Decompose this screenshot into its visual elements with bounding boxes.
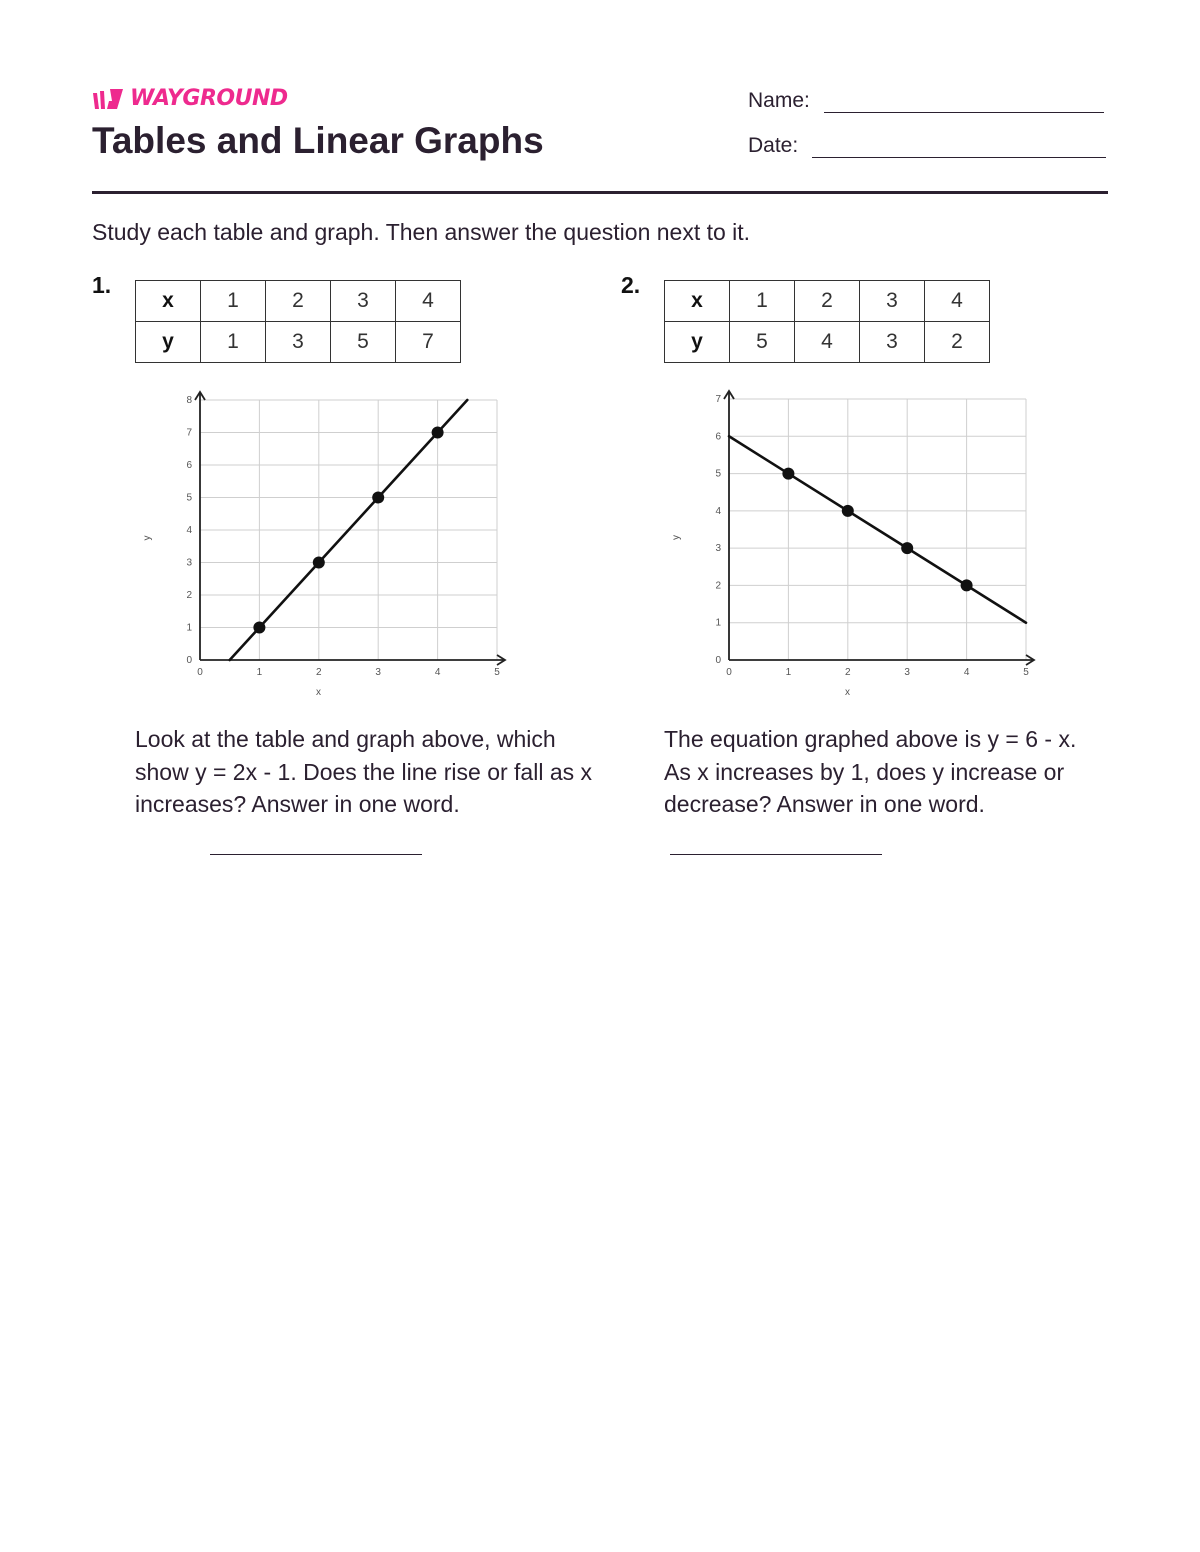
x-tick-label: 2 (316, 667, 322, 678)
y-tick-label: 7 (186, 427, 192, 439)
data-point (961, 579, 973, 591)
wayground-logo-icon (92, 87, 124, 111)
x-tick-label: 2 (845, 667, 851, 678)
date-label: Date: (748, 134, 799, 157)
value-table (135, 280, 461, 363)
worksheet-title: Tables and Linear Graphs (92, 120, 544, 161)
x-tick-label: 5 (1023, 667, 1029, 678)
y-tick-label: 4 (715, 505, 721, 517)
name-field (748, 89, 1104, 113)
table-cell: 1 (730, 281, 795, 322)
y-tick-label: 8 (186, 395, 192, 406)
x-tick-label: 3 (375, 667, 381, 678)
name-label: Name: (748, 89, 810, 112)
table-cell: 3 (331, 281, 396, 322)
table-cell: 1 (201, 281, 266, 322)
data-point (313, 557, 325, 569)
x-axis-label: x (316, 687, 321, 698)
table-row (136, 322, 461, 363)
y-tick-label: 0 (715, 655, 721, 666)
y-tick-label: 5 (186, 492, 192, 504)
table-header-cell: x (136, 281, 201, 322)
y-tick-label: 2 (715, 580, 721, 592)
table-cell: 2 (266, 281, 331, 322)
table-cell: 5 (730, 322, 795, 363)
table-cell: 2 (925, 322, 990, 363)
x-tick-label: 5 (494, 667, 500, 678)
table-cell: 3 (860, 322, 925, 363)
x-tick-label: 0 (726, 667, 732, 678)
y-tick-label: 6 (186, 460, 192, 471)
problem-number: 2. (621, 272, 641, 298)
x-tick-label: 3 (904, 667, 910, 678)
series-line (729, 436, 1026, 622)
date-field (748, 134, 1106, 158)
data-point (842, 505, 854, 517)
brand-name: WAYGROUND (130, 86, 288, 111)
data-point (901, 542, 913, 554)
question-text: Look at the table and graph above, which show y = 2x - 1. Does the line rise or fall as x increases? Answer in one word. (135, 726, 593, 817)
line-graph-1 (130, 385, 520, 705)
data-point (782, 468, 794, 480)
name-input-line[interactable] (824, 90, 1104, 113)
x-tick-label: 1 (256, 667, 263, 678)
table-header-cell: y (136, 322, 201, 363)
x-tick-label: 4 (963, 667, 970, 678)
x-tick-label: 1 (785, 667, 792, 678)
y-tick-label: 0 (186, 655, 192, 666)
table-row (665, 281, 990, 322)
table-cell: 4 (925, 281, 990, 322)
table-row (665, 322, 990, 363)
data-point (253, 622, 265, 634)
answer-line[interactable] (670, 854, 882, 855)
table-header-cell: y (665, 322, 730, 363)
x-tick-label: 4 (434, 667, 441, 678)
brand-logo (92, 86, 288, 111)
table-cell: 7 (396, 322, 461, 363)
y-tick-label: 3 (186, 557, 192, 569)
y-axis-label: y (142, 535, 153, 541)
y-tick-label: 3 (715, 543, 721, 555)
y-tick-label: 1 (715, 617, 721, 629)
value-table (664, 280, 990, 363)
table-cell: 3 (860, 281, 925, 322)
header-divider (92, 191, 1108, 194)
date-input-line[interactable] (812, 135, 1106, 158)
x-tick-label: 0 (197, 667, 203, 678)
question-text: The equation graphed above is y = 6 - x. As x increases by 1, does y increase or decrease? Answer in one word. (664, 726, 1077, 817)
answer-line[interactable] (210, 854, 422, 855)
instructions: Study each table and graph. Then answer the question next to it. (92, 219, 751, 245)
table-cell: 2 (795, 281, 860, 322)
y-tick-label: 5 (715, 468, 721, 480)
table-cell: 4 (795, 322, 860, 363)
table-cell: 4 (396, 281, 461, 322)
line-graph-2 (659, 385, 1049, 705)
y-tick-label: 4 (186, 525, 192, 536)
y-tick-label: 1 (186, 622, 192, 634)
x-axis-label: x (845, 687, 850, 698)
table-cell: 5 (331, 322, 396, 363)
problem-number: 1. (92, 272, 112, 298)
table-cell: 3 (266, 322, 331, 363)
y-tick-label: 6 (715, 431, 721, 443)
y-tick-label: 2 (186, 590, 192, 601)
y-tick-label: 7 (715, 394, 721, 405)
table-header-cell: x (665, 281, 730, 322)
table-row (136, 281, 461, 322)
data-point (432, 427, 444, 439)
y-axis-label: y (671, 535, 682, 540)
data-point (372, 492, 384, 504)
table-cell: 1 (201, 322, 266, 363)
